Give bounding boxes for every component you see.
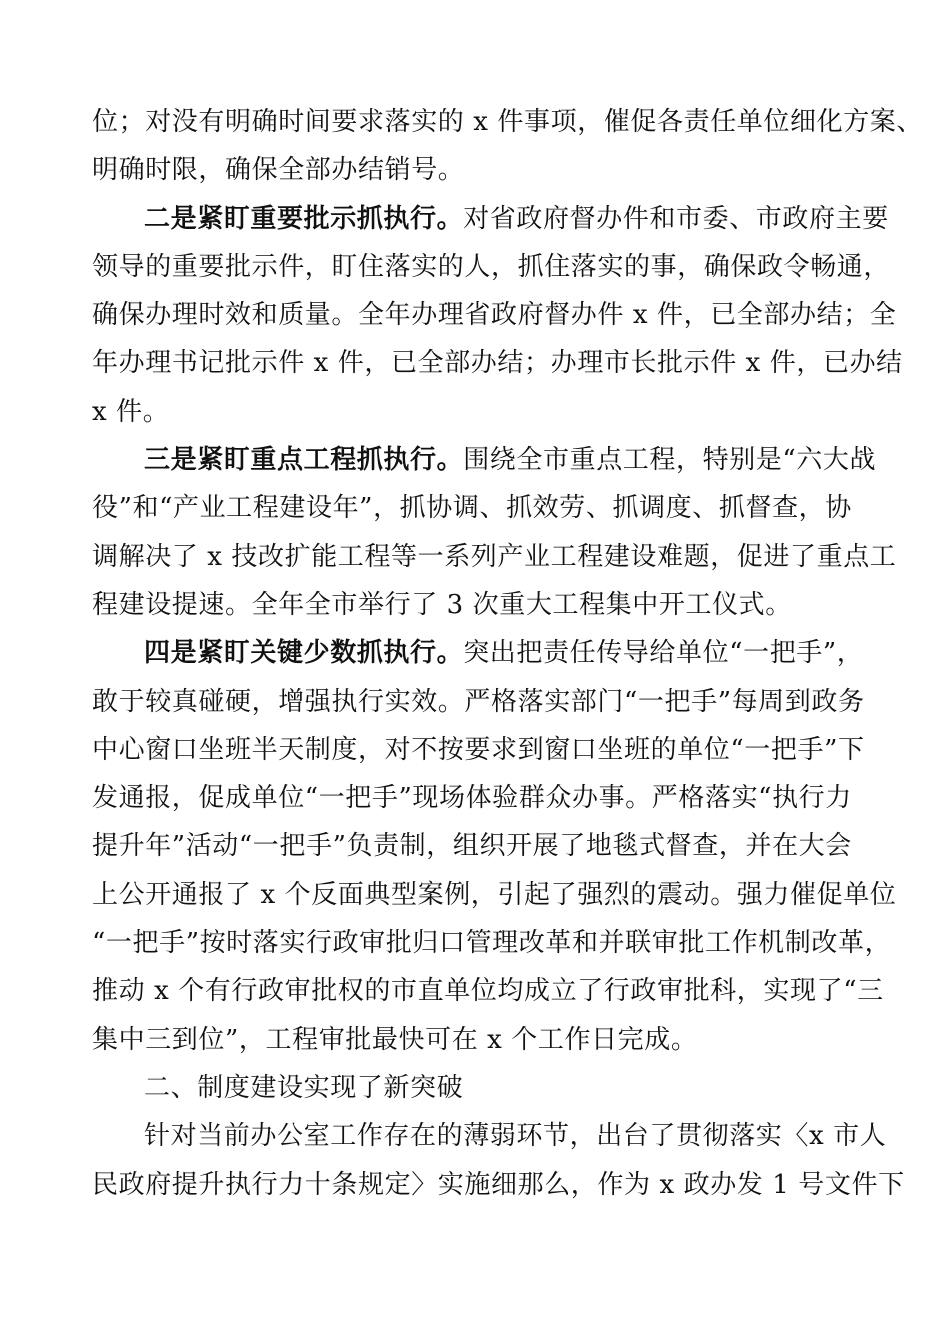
text-line: 敢于较真碰硬，增强执行实效。严格落实部门“一把手”每周到政务 bbox=[92, 686, 865, 717]
paragraph-text: 突出把责任传导给单位“一把手”， bbox=[463, 638, 864, 669]
text-line: 提升年”活动“一把手”负责制，组织开展了地毯式督查，并在大会 bbox=[92, 831, 852, 862]
text-line bbox=[92, 195, 889, 243]
paragraph-heading: 三是紧盯重点工程抓执行。 bbox=[144, 445, 464, 476]
paragraph-text: 对省政府督办件和市委、市政府主要 bbox=[463, 203, 889, 234]
text-line: 发通报，促成单位“一把手”现场体验群众办事。严格落实“执行力 bbox=[92, 783, 852, 814]
document-page bbox=[92, 98, 923, 1209]
paragraph-key-projects bbox=[92, 436, 897, 629]
text-line: 中心窗口坐班半天制度，对不按要求到窗口坐班的单位“一把手”下 bbox=[92, 734, 865, 765]
text-line: 役”和“产业工程建设年”，抓协调、抓效劳、抓调度、抓督查，协 bbox=[92, 493, 852, 524]
text-line bbox=[92, 436, 877, 484]
section-title: 二、制度建设实现了新突破 bbox=[144, 1072, 464, 1103]
text-line: 明确时限，确保全部办结销号。 bbox=[92, 155, 465, 186]
paragraph-continuation bbox=[92, 98, 923, 195]
section bbox=[92, 1064, 905, 1209]
text-line: 针对当前办公室工作存在的薄弱环节，出台了贯彻落实〈x 市人 bbox=[144, 1121, 887, 1152]
text-line: 民政府提升执行力十条规定〉实施细那么，作为 x 政办发 1 号文件下 bbox=[92, 1169, 905, 1200]
text-line: 程建设提速。全年全市举行了 3 次重大工程集中开工仪式。 bbox=[92, 589, 792, 620]
text-line: 上公开通报了 x 个反面典型案例，引起了强烈的震动。强力催促单位 bbox=[92, 879, 897, 910]
text-line: 年办理书记批示件 x 件，已全部办结；办理市长批示件 x 件，已办结 bbox=[92, 348, 903, 379]
text-line bbox=[92, 629, 864, 677]
paragraph-heading: 四是紧盯关键少数抓执行。 bbox=[144, 638, 464, 669]
text-line: 调解决了 x 技改扩能工程等一系列产业工程建设难题，促进了重点工 bbox=[92, 541, 897, 572]
text-line: 集中三到位”，工程审批最快可在 x 个工作日完成。 bbox=[92, 1024, 698, 1055]
text-line: 推动 x 个有行政审批权的市直单位均成立了行政审批科，实现了“三 bbox=[92, 976, 884, 1007]
paragraph-important-instructions bbox=[92, 195, 903, 436]
text-line: 位；对没有明确时间要求落实的 x 件事项，催促各责任单位细化方案、 bbox=[92, 107, 923, 137]
paragraph-key-minority bbox=[92, 629, 897, 1064]
text-line: 领导的重要批示件，盯住落实的人，抓住落实的事，确保政令畅通， bbox=[92, 251, 891, 282]
paragraph-heading: 二是紧盯重要批示抓执行。 bbox=[144, 203, 464, 234]
text-line: “一把手”按时落实行政审批归口管理改革和并联审批工作机制改革， bbox=[92, 928, 892, 959]
paragraph-text: 围绕全市重点工程，特别是“六大战 bbox=[463, 445, 877, 476]
text-line: 确保办理时效和质量。全年办理省政府督办件 x 件，已全部办结；全 bbox=[92, 300, 897, 331]
text-line: x 件。 bbox=[92, 396, 170, 427]
